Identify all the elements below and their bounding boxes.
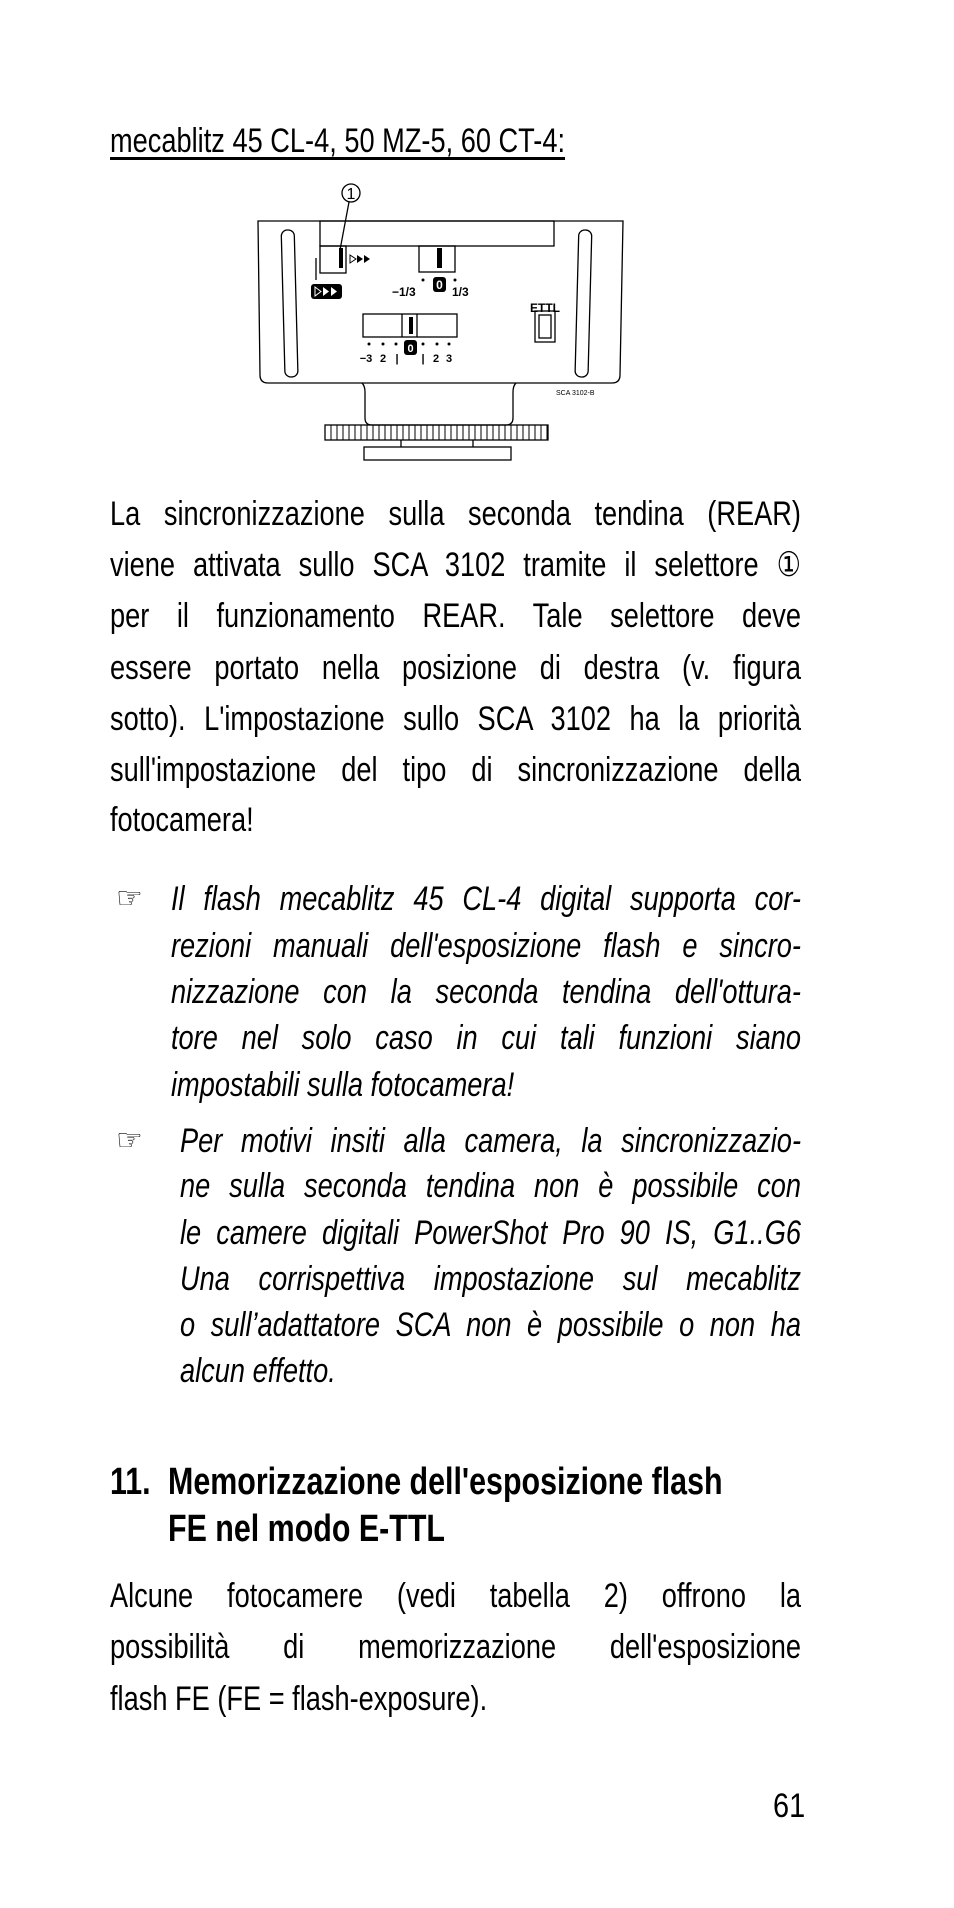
ettl-label: ETTL <box>530 301 560 315</box>
note2-line: le camere digitali PowerShot Pro 90 IS, G1..G6 <box>180 1214 801 1252</box>
scale-label: | <box>421 353 425 365</box>
paragraph2-line: possibilità di memorizzazione dell'esposizione <box>110 1628 801 1666</box>
rear-sync-icon <box>350 255 370 263</box>
note1-line: impostabili sulla fotocamera! <box>171 1066 515 1104</box>
fine-zero-label: 0 <box>436 278 443 292</box>
model-label: SCA 3102-B <box>556 390 595 397</box>
section-title-line-2: FE nel modo E-TTL <box>168 1508 445 1550</box>
note1-line: nizzazione con la seconda tendina dell'ottura- <box>171 973 801 1011</box>
knurled-wheel <box>325 425 548 440</box>
scale-label: | <box>395 353 399 365</box>
note2-line: Per motivi insiti alla camera, la sincronizzazio- <box>180 1122 801 1160</box>
pointing-hand-icon: ☞ <box>116 1124 143 1157</box>
paragraph1-line: fotocamera! <box>110 801 254 839</box>
page-heading: mecablitz 45 CL-4, 50 MZ-5, 60 CT-4: <box>110 122 566 160</box>
paragraph2-line: Alcune fotocamere (vedi tabella 2) offrono la <box>110 1577 801 1615</box>
fine-minus-label: −1/3 <box>392 285 416 299</box>
panel-outline <box>258 221 623 383</box>
paragraph2-line: flash FE (FE = flash-exposure). <box>110 1680 488 1718</box>
paragraph1-line: sotto). L'impostazione sullo SCA 3102 ha la priorità <box>110 700 801 738</box>
left-slot <box>281 230 298 377</box>
note1-line: rezioni manuali dell'esposizione flash e sincro- <box>171 927 801 965</box>
note2-line: ne sulla seconda tendina non è possibile con <box>180 1167 801 1205</box>
paragraph1-line: essere portato nella posizione di destra (v. figura <box>110 649 801 687</box>
page-number: 61 <box>773 1787 806 1825</box>
note1-line: Il flash mecablitz 45 CL-4 digital supporta cor- <box>171 880 801 918</box>
pointing-hand-icon: ☞ <box>116 882 143 915</box>
paragraph1-line: per il funzionamento REAR. Tale selettore deve <box>110 597 801 635</box>
scale-label: 0 <box>407 343 414 355</box>
note1-line: tore nel solo caso in cui tali funzioni siano <box>171 1019 801 1057</box>
paragraph1-line: sull'impostazione del tipo di sincronizzazione della <box>110 751 801 789</box>
foot-plate <box>364 447 511 460</box>
scale-label: 2 <box>432 353 440 365</box>
paragraph1-line: viene attivata sullo SCA 3102 tramite il selettore ① <box>110 546 801 584</box>
fine-plus-label: 1/3 <box>452 285 469 299</box>
section-title-line-1: Memorizzazione dell'esposizione flash <box>168 1461 723 1503</box>
panel-top-window <box>320 221 554 246</box>
note2-line: o sull’adattatore SCA non è possibile o non ha <box>180 1306 801 1344</box>
note2-line: alcun effetto. <box>180 1352 336 1390</box>
note2-line: Una corrispettiva impostazione sul mecablitz <box>180 1260 801 1298</box>
scale-label: 3 <box>445 353 453 365</box>
scale-label: 2 <box>379 353 387 365</box>
right-slot <box>575 230 592 377</box>
sca-3102-adapter-diagram <box>0 0 954 480</box>
section-number: 11. <box>110 1461 151 1503</box>
mount-neck <box>362 383 516 425</box>
callout-number: 1 <box>346 186 356 203</box>
scale-label: −3 <box>359 353 373 365</box>
paragraph1-line: La sincronizzazione sulla seconda tendina (REAR) <box>110 495 801 533</box>
